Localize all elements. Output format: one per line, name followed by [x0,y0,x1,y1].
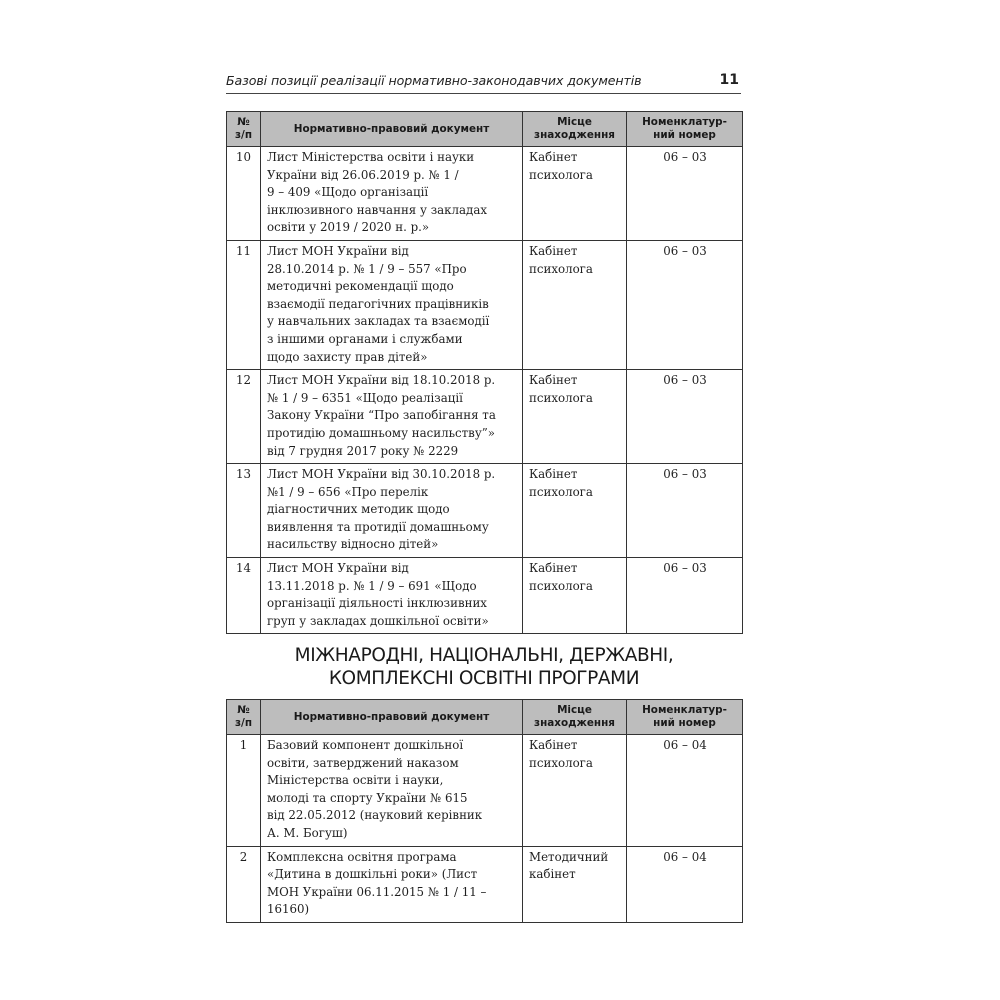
document-title [261,558,523,634]
document-title-line: Лист МОН України від [267,243,409,258]
document-title-line: взаємодії педагогічних працівників [267,296,489,311]
location-line: психолога [529,755,593,770]
location-line: Кабінет [529,561,578,576]
documents-table-letters [226,111,743,634]
location-line: Кабінет [529,373,578,388]
table-row [227,846,743,922]
column-header-nomenclature-line: ний номер [653,129,716,141]
column-header-nomenclature-line: Номенклатур- [642,704,727,716]
location [523,558,627,634]
document-title-line: Комплексна освітня програма [267,849,457,864]
location [523,370,627,464]
nomenclature-number: 06 – 04 [627,846,743,922]
column-header-document: Нормативно-правовий документ [261,700,523,735]
document-title-line: груп у закладах дошкільної освіти» [267,613,489,628]
nomenclature-number: 06 – 03 [627,558,743,634]
document-title-line: з іншими органами і службами [267,331,463,346]
document-title-line: 28.10.2014 р. № 1 / 9 – 557 «Про [267,261,467,276]
document-title-line: від 22.05.2012 (науковий керівник [267,808,483,823]
table-row [227,735,743,847]
column-header-nomenclature [627,112,743,147]
column-header-number-line: № [237,704,250,716]
column-header-location-line: Місце [557,116,592,128]
section-title-line: МІЖНАРОДНІ, НАЦІОНАЛЬНІ, ДЕРЖАВНІ, [294,645,674,666]
document-title-line: Базовий компонент дошкільної [267,738,464,752]
column-header-location-line: Місце [557,704,592,716]
documents-table-programs [226,699,743,923]
running-header [226,71,741,94]
document-title-line: освіти, затверджений наказом [267,755,459,770]
row-number: 14 [227,558,261,634]
location-line: Методичний [529,849,609,864]
document-title-line: 16160) [267,902,310,917]
table-header-row [227,700,743,735]
document-title [261,370,523,464]
document-title [261,464,523,558]
column-header-location-line: знаходження [534,129,615,141]
location-line: психолога [529,484,593,499]
column-header-location [523,112,627,147]
location [523,464,627,558]
document-title-line: 9 – 409 «Щодо організації [267,185,429,200]
document-title-line: №1 / 9 – 656 «Про перелік [267,484,429,499]
document-title-line: Лист МОН України від 18.10.2018 р. [267,373,496,388]
table-row [227,370,743,464]
nomenclature-number: 06 – 03 [627,464,743,558]
document-title [261,240,523,369]
document-title-line: діагностичних методик щодо [267,502,450,517]
nomenclature-number: 06 – 03 [627,370,743,464]
document-title [261,147,523,241]
row-number: 2 [227,846,261,922]
column-header-location [523,700,627,735]
location-line: психолога [529,390,593,405]
column-header-number [227,700,261,735]
document-title-line: методичні рекомендації щодо [267,279,454,294]
document-title [261,735,523,847]
row-number: 12 [227,370,261,464]
document-title-line: А. М. Богуш) [267,825,348,840]
row-number: 11 [227,240,261,369]
document-title-line: Лист Міністерства освіти і науки [267,150,475,164]
section-title [226,644,742,690]
nomenclature-number: 06 – 03 [627,240,743,369]
document-title-line: протидію домашньому насильству”» [267,425,496,440]
location [523,735,627,847]
row-number: 1 [227,735,261,847]
location [523,240,627,369]
column-header-location-line: знаходження [534,717,615,729]
document-title-line: Міністерства освіти і науки, [267,773,444,788]
column-header-number-line: з/п [234,717,252,729]
document-title-line: Закону України “Про запобігання та [267,408,496,423]
nomenclature-number: 06 – 04 [627,735,743,847]
table-row [227,147,743,241]
location-line: Кабінет [529,738,578,752]
document-title-line: виявлення та протидії домашньому [267,519,489,534]
document-title-line: МОН України 06.11.2015 № 1 / 11 – [267,884,487,899]
table-row [227,558,743,634]
document-title-line: насильству відносно дітей» [267,537,439,552]
location-line: Кабінет [529,243,578,258]
column-header-number-line: з/п [234,129,252,141]
document-title-line: 13.11.2018 р. № 1 / 9 – 691 «Щодо [267,578,477,593]
page-number: 11 [719,72,739,88]
column-header-document: Нормативно-правовий документ [261,112,523,147]
document-title-line: № 1 / 9 – 6351 «Щодо реалізації [267,390,463,405]
section-title-line: КОМПЛЕКСНІ ОСВІТНІ ПРОГРАМИ [328,668,640,689]
row-number: 13 [227,464,261,558]
document-title-line: Лист МОН України від 30.10.2018 р. [267,467,496,482]
location-line: психолога [529,578,593,593]
location [523,147,627,241]
column-header-nomenclature [627,700,743,735]
table-row [227,240,743,369]
document-title-line: «Дитина в дошкільні роки» (Лист [267,867,478,882]
location-line: кабінет [529,867,576,882]
row-number: 10 [227,147,261,241]
nomenclature-number: 06 – 03 [627,147,743,241]
document-title-line: Лист МОН України від [267,561,409,576]
table-header-row [227,112,743,147]
location-line: психолога [529,261,593,276]
column-header-nomenclature-line: Номенклатур- [642,116,727,128]
location-line: Кабінет [529,467,578,482]
document-title-line: у навчальних закладах та взаємодії [267,314,490,329]
location-line: Кабінет [529,150,578,164]
running-title: Базові позиції реалізації нормативно-законодавчих документів [226,73,642,88]
column-header-number [227,112,261,147]
document-title [261,846,523,922]
column-header-number-line: № [237,116,250,128]
column-header-nomenclature-line: ний номер [653,717,716,729]
document-title-line: від 7 грудня 2017 року № 2229 [267,443,459,458]
document-title-line: щодо захисту прав дітей» [267,349,428,364]
document-title-line: освіти у 2019 / 2020 н. р.» [267,220,430,235]
document-title-line: організації діяльності інклюзивних [267,596,487,611]
location-line: психолога [529,167,593,182]
document-title-line: молоді та спорту України № 615 [267,790,468,805]
document-title-line: України від 26.06.2019 р. № 1 / [267,167,459,182]
document-title-line: інклюзивного навчання у закладах [267,202,488,217]
location [523,846,627,922]
table-row [227,464,743,558]
